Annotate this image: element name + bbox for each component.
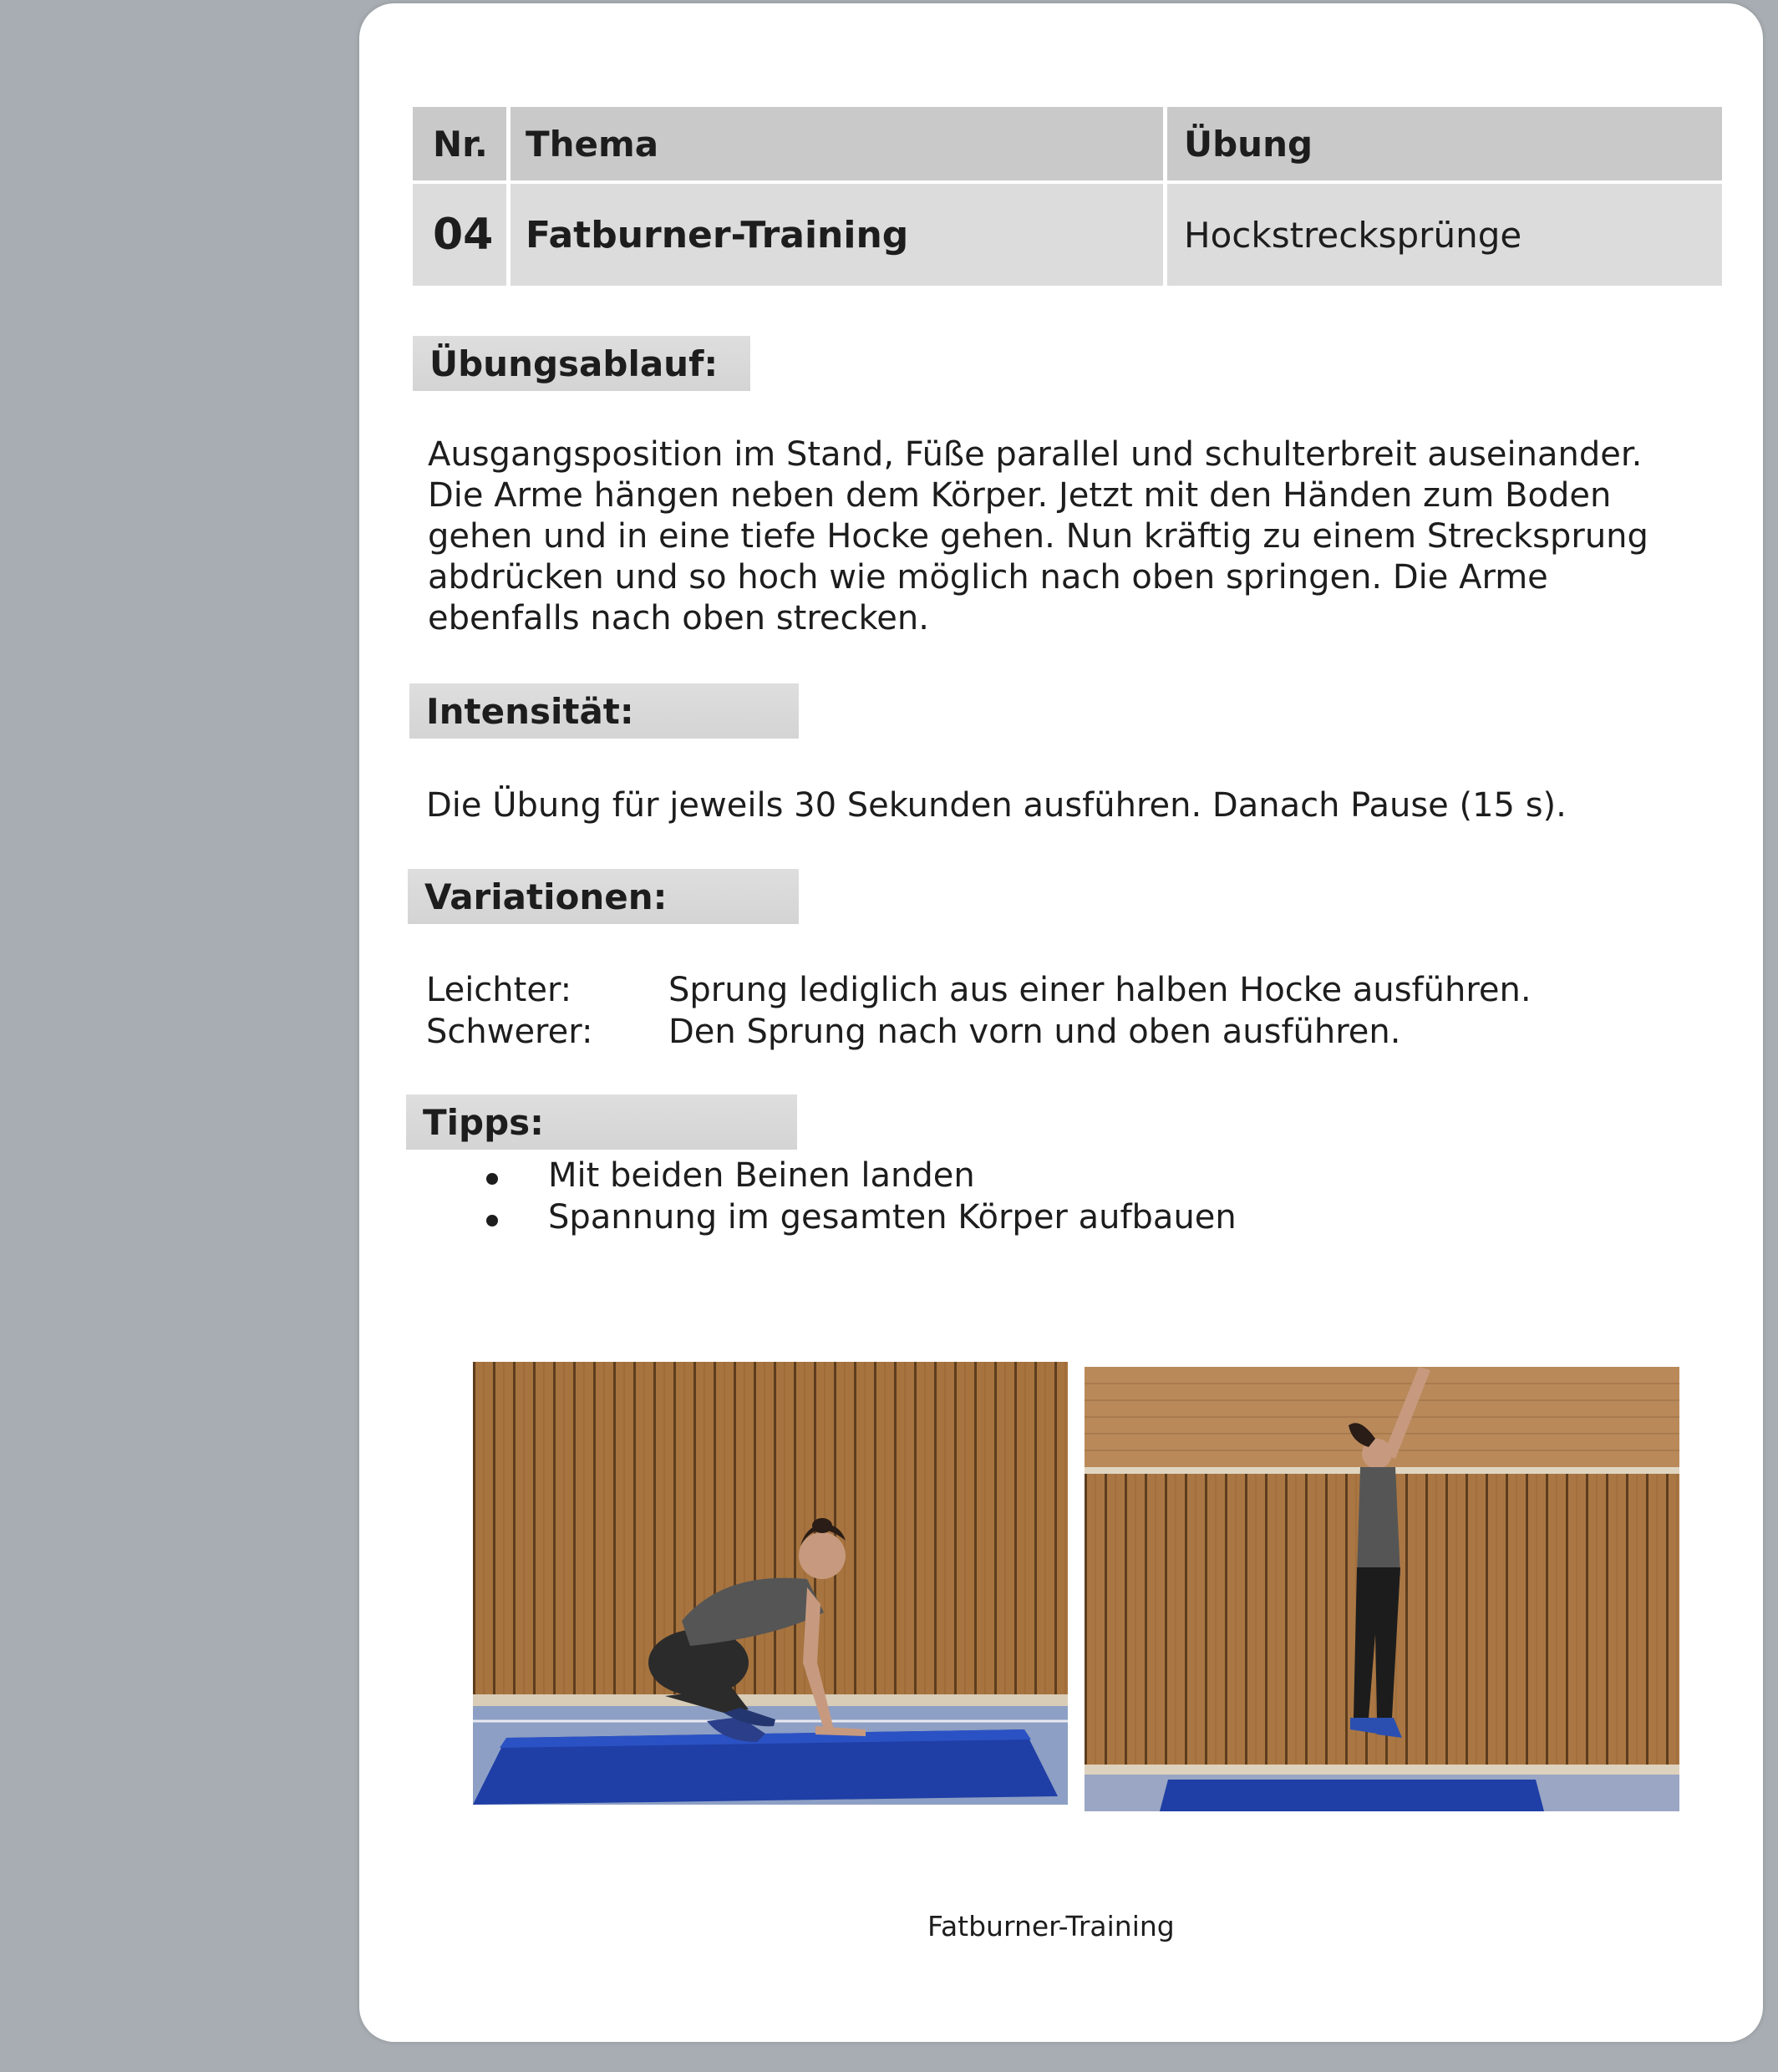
squat-photo-image xyxy=(473,1362,1068,1805)
ablauf-line: Ausgangsposition im Stand, Füße parallel und schulterbreit auseinander. xyxy=(428,435,1643,474)
section-label-intensitaet: Intensität: xyxy=(409,683,799,739)
ablauf-line: gehen und in eine tiefe Hocke gehen. Nun kräftig zu einem Strecksprung xyxy=(428,517,1648,556)
section-label-tipps: Tipps: xyxy=(406,1094,797,1150)
variation-label: Leichter: xyxy=(426,971,572,1009)
ablauf-line: ebenfalls nach oben strecken. xyxy=(428,599,929,637)
squat-photo xyxy=(473,1362,1068,1805)
ablauf-text xyxy=(428,434,1648,639)
exercise-topic: Fatburner-Training xyxy=(511,184,1163,286)
exercise-number: 04 xyxy=(413,184,506,286)
intensitaet-text: Die Übung für jeweils 30 Sekunden ausführen. Danach Pause (15 s). xyxy=(426,786,1567,825)
jump-photo-image xyxy=(1085,1367,1679,1811)
header-thema: Thema xyxy=(511,107,1163,180)
footer-title: Fatburner-Training xyxy=(927,1910,1175,1942)
section-label-ablauf: Übungsablauf: xyxy=(413,336,750,391)
variation-text: Sprung lediglich aus einer halben Hocke ausführen. xyxy=(668,971,1532,1009)
bullet-icon xyxy=(486,1173,498,1185)
section-label-variationen: Variationen: xyxy=(408,869,799,924)
variation-text: Den Sprung nach vorn und oben ausführen. xyxy=(668,1013,1401,1051)
exercise-name: Hockstrecksprünge xyxy=(1167,184,1722,286)
ablauf-line: Die Arme hängen neben dem Körper. Jetzt mit den Händen zum Boden xyxy=(428,476,1612,515)
header-nr: Nr. xyxy=(413,107,506,180)
ablauf-line: abdrücken und so hoch wie möglich nach oben springen. Die Arme xyxy=(428,558,1548,597)
bullet-icon xyxy=(486,1215,498,1226)
header-uebung: Übung xyxy=(1167,107,1722,180)
variation-label: Schwerer: xyxy=(426,1013,593,1051)
jump-photo xyxy=(1085,1367,1679,1811)
